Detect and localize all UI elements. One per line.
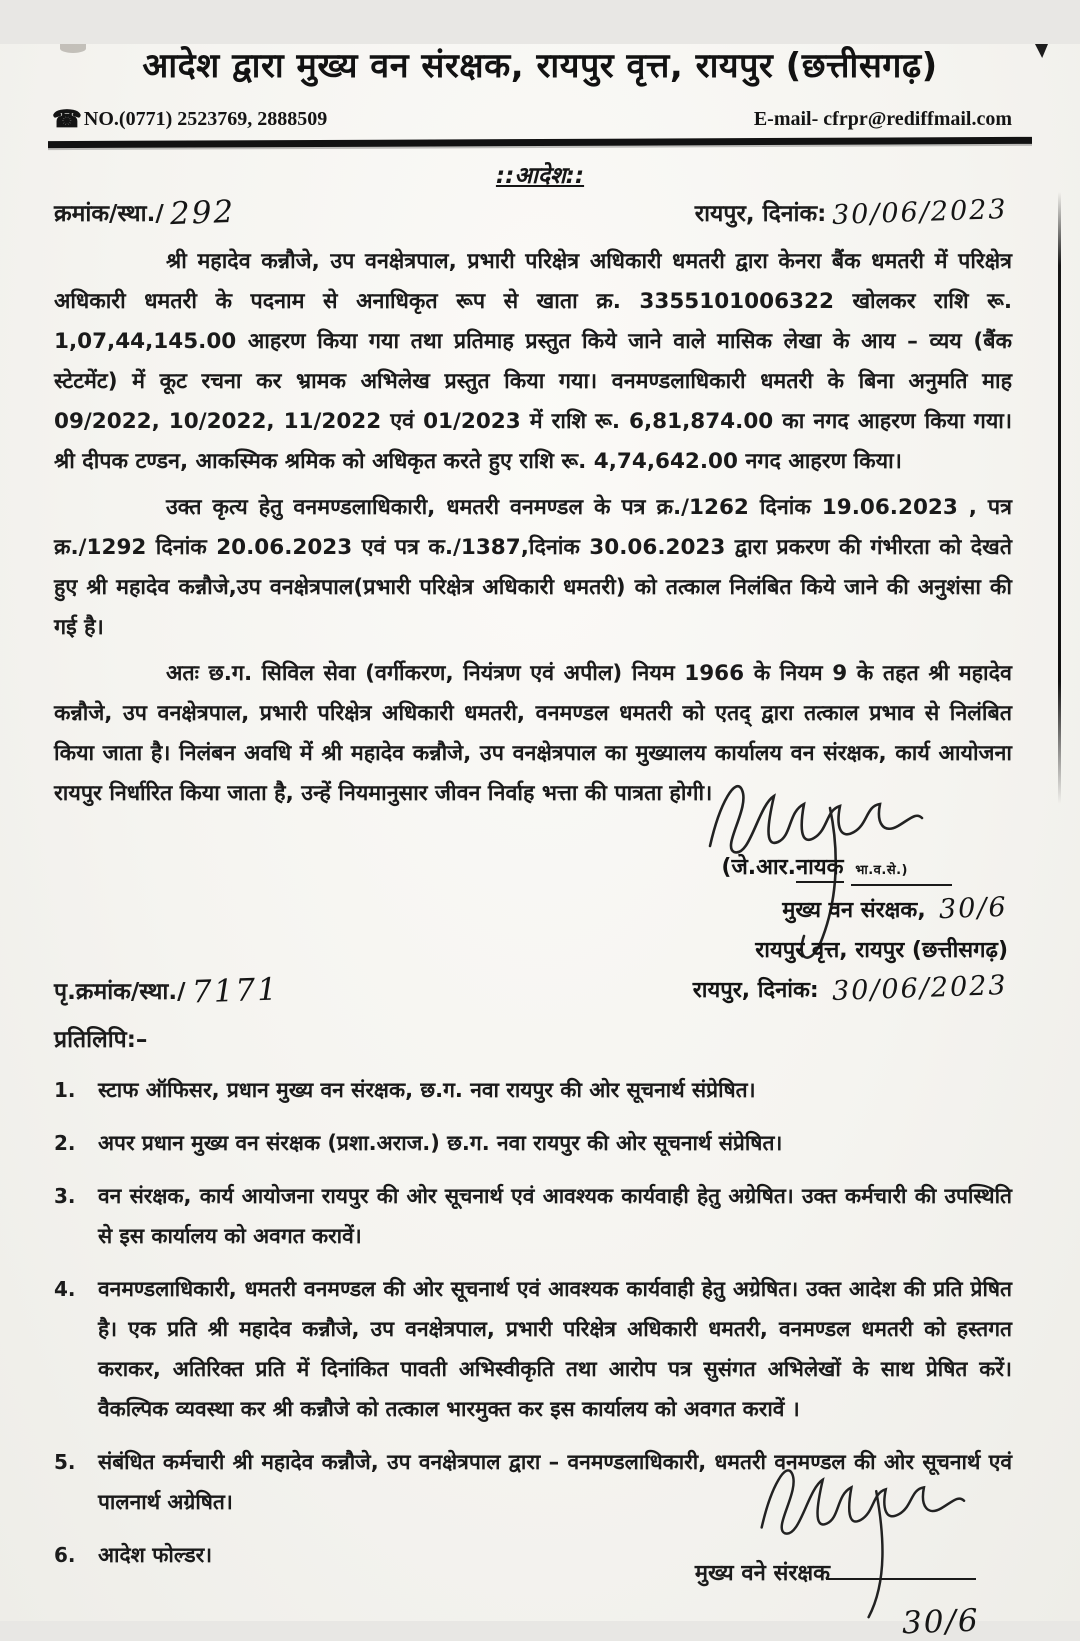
body-paragraph-3: अतः छ.ग. सिविल सेवा (वर्गीकरण, नियंत्रण एवं अपील) नियम 1966 के नियम 9 के तहत श्री महादेव कन्नौजे, उप वनक्षेत्रपाल, प्रभारी परिक्षेत्र अधिकारी धमतरी, वनमण्डल धमतरी को एतद् द्वारा तत्काल प्रभाव से निलंबित किया जाता है। निलंबन अवधि में श्री महादेव कन्नौजे, उप वनक्षेत्रपाल का मुख्यालय कार्यालय वन संरक्षक, कार्य आयोजना रायपुर निर्धारित किया जाता है, उन्हें नियमानुसार जीवन निर्वाह भत्ता की पात्रता होगी। [54,661,1012,806]
letterhead-title: आदेश द्वारा मुख्य वन संरक्षक, रायपुर वृत्त, रायपुर (छत्तीसगढ़) [142,46,938,86]
reference-row [54,193,1009,233]
phone-number: NO.(0771) 2523769, 2888509 [83,108,328,130]
copy-item-text: स्टाफ ऑफिसर, प्रधान मुख्य वन संरक्षक, छ.ग. नवा रायपुर की ओर सूचनार्थ संप्रेषित। [98,1078,756,1102]
order-number-label: क्रमांक/स्था./ [54,201,164,227]
telephone-icon: ☎ [52,106,82,133]
copy-item-4 [54,1269,1012,1429]
copy-item-text: वनमण्डलाधिकारी, धमतरी वनमण्डल की ओर सूचनार्थ एवं आवश्यक कार्यवाही हेतु अग्रेषित। उक्त आदेश की प्रति प्रेषित है। एक प्रति श्री महादेव कन्नौजे, उप वनक्षेत्रपाल, प्रभारी परिक्षेत्र अधिकारी धमतरी, वनमण्डल धमतरी को हस्तगत कराकर, अतिरिक्त प्रति में दिनांकित पावती अभिस्वीकृति तथा आरोप पत्र सुसंगत अभिलेखों के साथ प्रेषित करें। वैकल्पिक व्यवस्था कर श्री कन्नौजे को तत्काल भारमुक्त कर इस कार्यालय को अवगत करावें । [98,1277,1012,1421]
scan-corner-mark [1035,44,1048,58]
signatory-date-handwritten: 30/06/2023 [831,969,1009,1008]
signatory-name: नायक [796,855,844,883]
copy-item-text: वन संरक्षक, कार्य आयोजना रायपुर की ओर सूचनार्थ एवं आवश्यक कार्यवाही हेतु अग्रेषित। उक्त कर्मचारी की उपस्थिति से इस कार्यालय को अवगत करावें। [98,1184,1012,1248]
copy-item-number: 1. [54,1078,76,1102]
order-date-label: रायपुर, दिनांक: [694,201,827,227]
signatory-designation-line [693,891,1008,931]
signatory-name-line [693,848,952,891]
signatory-service: भा.व.से.) [851,863,952,886]
signatory-name-open: (जे.आर. [721,855,796,880]
footer-signature-section [620,1471,1040,1641]
scanned-order-document [0,44,1080,1641]
footer-designation: मुख्य वने संरक्षक [694,1561,830,1586]
endorsement-ref-label: पृ.क्रमांक/स्था./ [54,979,186,1005]
signatory-date-label: रायपुर, दिनांक: [692,978,819,1003]
header-divider [48,137,1032,148]
endorsement-ref-line [54,971,280,1011]
email-address: E-mail- cfrpr@rediffmail.com [753,108,1012,130]
order-date-handwritten: 30/06/2023 [831,193,1009,232]
copy-item-number: 4. [54,1277,76,1301]
copy-item-2 [54,1123,1012,1163]
body-paragraph-1: श्री महादेव कन्नौजे, उप वनक्षेत्रपाल, प्रभारी परिक्षेत्र अधिकारी धमतरी द्वारा केनरा बैंक धमतरी में परिक्षेत्र अधिकारी धमतरी के पदनाम से अनाधिकृत रूप से खाता क्र. 3355101006322 खोलकर राशि रू. 1,07,44,145.00 आहरण किया गया तथा प्रतिमाह प्रस्तुत किये जाने वाले मासिक लेखा के आय – व्यय (बैंक स्टेटमेंट) में कूट रचना कर भ्रामक अभिलेख प्रस्तुत किया गया। वनमण्डलाधिकारी धमतरी के बिना अनुमति माह 09/2022, 10/2022, 11/2022 एवं 01/2023 में राशि रू. 6,81,874.00 का नगद आहरण किया गया। श्री दीपक टण्डन, आकस्मिक श्रमिक को अधिकृत करते हुए राशि रू. 4,74,642.00 नगद आहरण किया। [54,249,1012,474]
footer-signature-scribble [740,1453,980,1558]
copy-item-number: 2. [54,1131,76,1155]
order-date-line [694,193,1009,232]
copy-item-text: आदेश फोल्डर। [98,1543,213,1567]
letterhead-contact-row [52,108,1012,131]
order-heading: ::आदेश:: [495,163,585,189]
scan-edge-line [1058,192,1061,804]
scan-smudge [60,44,86,53]
order-body [54,242,1012,814]
copy-item-1 [54,1070,1012,1110]
signature-block [693,848,1008,1011]
designation-date-handwritten: 30/6 [938,891,1009,926]
order-number-handwritten: 292 [169,193,236,233]
footer-date-handwritten-partial: 30/6 [901,1602,981,1641]
copy-item-3 [54,1176,1012,1256]
body-paragraph-2: उक्त कृत्य हेतु वनमण्डलाधिकारी, धमतरी वनमण्डल के पत्र क्र./1262 दिनांक 19.06.2023 , पत्र क्र./1292 दिनांक 20.06.2023 एवं पत्र क./1387,दिनांक 30.06.2023 द्वारा प्रकरण की गंभीरता को देखते हुए श्री महादेव कन्नौजे,उप वनक्षेत्रपाल(प्रभारी परिक्षेत्र अधिकारी धमतरी) को तत्काल निलंबित किये जाने की अनुशंसा की गई है। [54,495,1012,640]
footer-underline [826,1578,976,1580]
signatory-circle-line: रायपुर वृत्त, रायपुर (छत्तीसगढ़) [755,938,1008,963]
endorsement-ref-handwritten: 7171 [190,971,280,1011]
signatory-designation: मुख्य वन संरक्षक, [782,898,926,923]
copy-item-number: 3. [54,1184,76,1208]
copy-item-text: अपर प्रधान मुख्य वन संरक्षक (प्रशा.अराज.) छ.ग. नवा रायपुर की ओर सूचनार्थ संप्रेषित। [98,1131,783,1155]
footer-designation-line [695,1557,976,1587]
copy-item-number: 6. [54,1543,76,1567]
signature-section [54,820,1008,1012]
copy-item-text: संबंधित कर्मचारी श्री महादेव कन्नौजे, उप वनक्षेत्रपाल द्वारा – वनमण्डलाधिकारी, धमतरी वनमण्डल की ओर सूचनार्थ एवं पालनार्थ अग्रेषित। [98,1450,1012,1514]
copy-to-label: प्रतिलिपि:– [54,1027,148,1053]
signatory-date-line [693,971,1008,1011]
phone-line [52,108,327,131]
order-number-line [54,193,236,233]
copy-item-number: 5. [54,1450,76,1474]
